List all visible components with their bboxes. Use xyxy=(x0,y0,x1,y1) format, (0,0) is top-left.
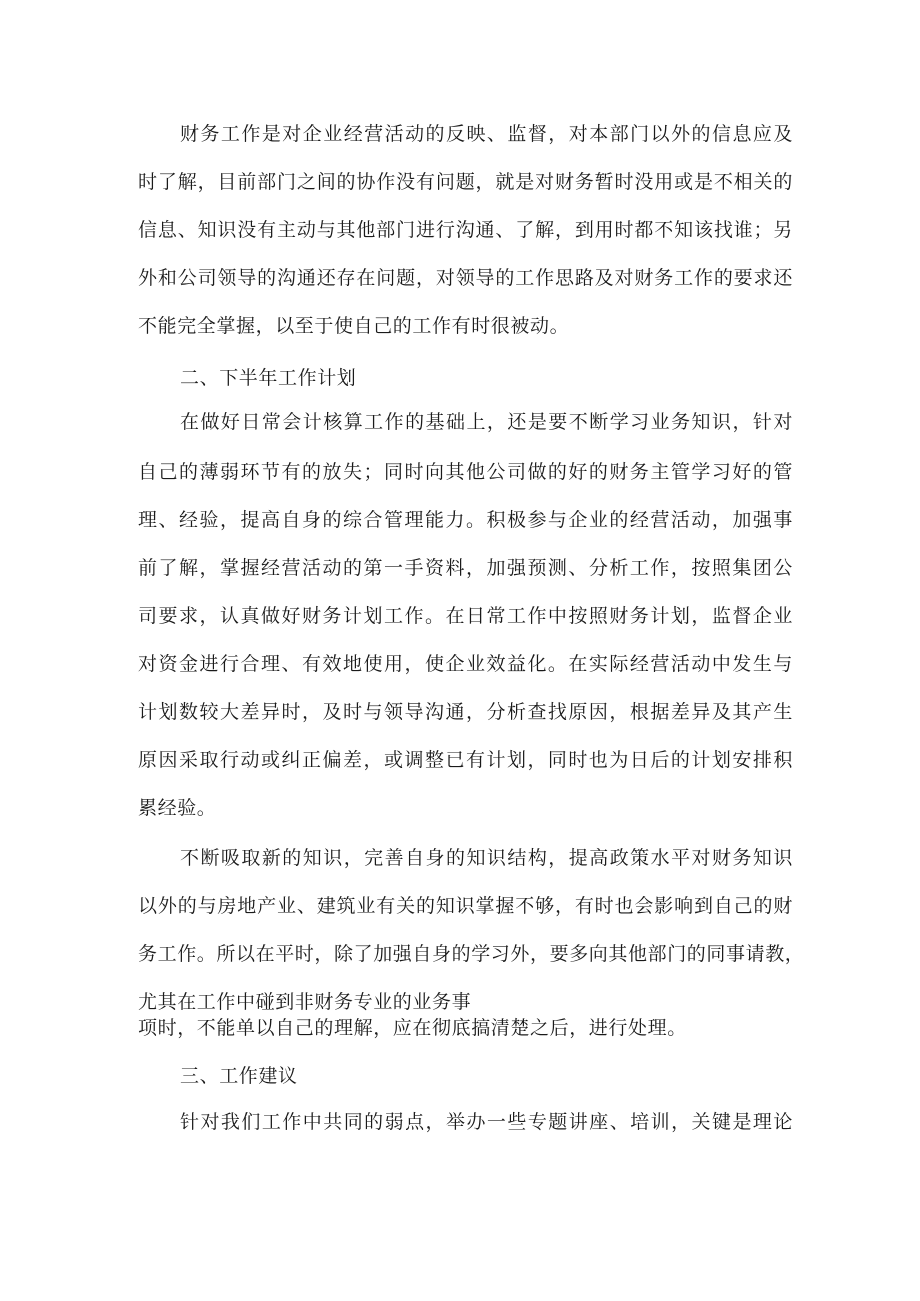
paragraph-line: 信息、知识没有主动与其他部门进行沟通、了解，到用时都不知该找谁；另 xyxy=(138,219,793,241)
paragraph-line: 时了解，目前部门之间的协作没有问题，就是对财务暂时没用或是不相关的 xyxy=(138,171,793,193)
paragraph-line: 累经验。 xyxy=(138,797,217,819)
paragraph-line: 在做好日常会计核算工作的基础上，还是要不断学习业务知识，针对 xyxy=(180,411,793,433)
paragraph-line: 针对我们工作中共同的弱点，举办一些专题讲座、培训，关键是理论 xyxy=(180,1111,793,1133)
paragraph-line: 理、经验，提高自身的综合管理能力。积极参与企业的经营活动，加强事 xyxy=(138,509,793,531)
paragraph-line: 自己的薄弱环节有的放失；同时向其他公司做的好的财务主管学习好的管 xyxy=(138,461,793,483)
paragraph-line: 务工作。所以在平时，除了加强自身的学习外，要多向其他部门的同事请教， xyxy=(138,943,805,965)
paragraph-line: 财务工作是对企业经营活动的反映、监督，对本部门以外的信息应及 xyxy=(180,123,793,145)
section-heading: 三、工作建议 xyxy=(180,1065,298,1087)
paragraph-line: 尤其在工作中碰到非财务专业的业务事 xyxy=(138,991,472,1013)
paragraph-line: 计划数较大差异时，及时与领导沟通，分析查找原因，根据差异及其产生 xyxy=(138,701,793,723)
paragraph-line: 外和公司领导的沟通还存在问题，对领导的工作思路及对财务工作的要求还 xyxy=(138,267,793,289)
paragraph-line: 不能完全掌握，以至于使自己的工作有时很被动。 xyxy=(138,315,570,337)
paragraph-line: 以外的与房地产业、建筑业有关的知识掌握不够，有时也会影响到自己的财 xyxy=(138,895,793,917)
paragraph-line: 原因采取行动或纠正偏差，或调整已有计划，同时也为日后的计划安排积 xyxy=(138,749,793,771)
paragraph-line: 不断吸取新的知识，完善自身的知识结构，提高政策水平对财务知识 xyxy=(180,847,793,869)
paragraph-line: 对资金进行合理、有效地使用，使企业效益化。在实际经营活动中发生与 xyxy=(138,653,793,675)
paragraph-line: 司要求，认真做好财务计划工作。在日常工作中按照财务计划，监督企业 xyxy=(138,605,793,627)
section-heading: 二、下半年工作计划 xyxy=(180,367,357,389)
paragraph-line: 前了解，掌握经营活动的第一手资料，加强预测、分析工作，按照集团公 xyxy=(138,557,793,579)
paragraph-line: 项时，不能单以自己的理解，应在彻底搞清楚之后，进行处理。 xyxy=(138,1017,687,1039)
